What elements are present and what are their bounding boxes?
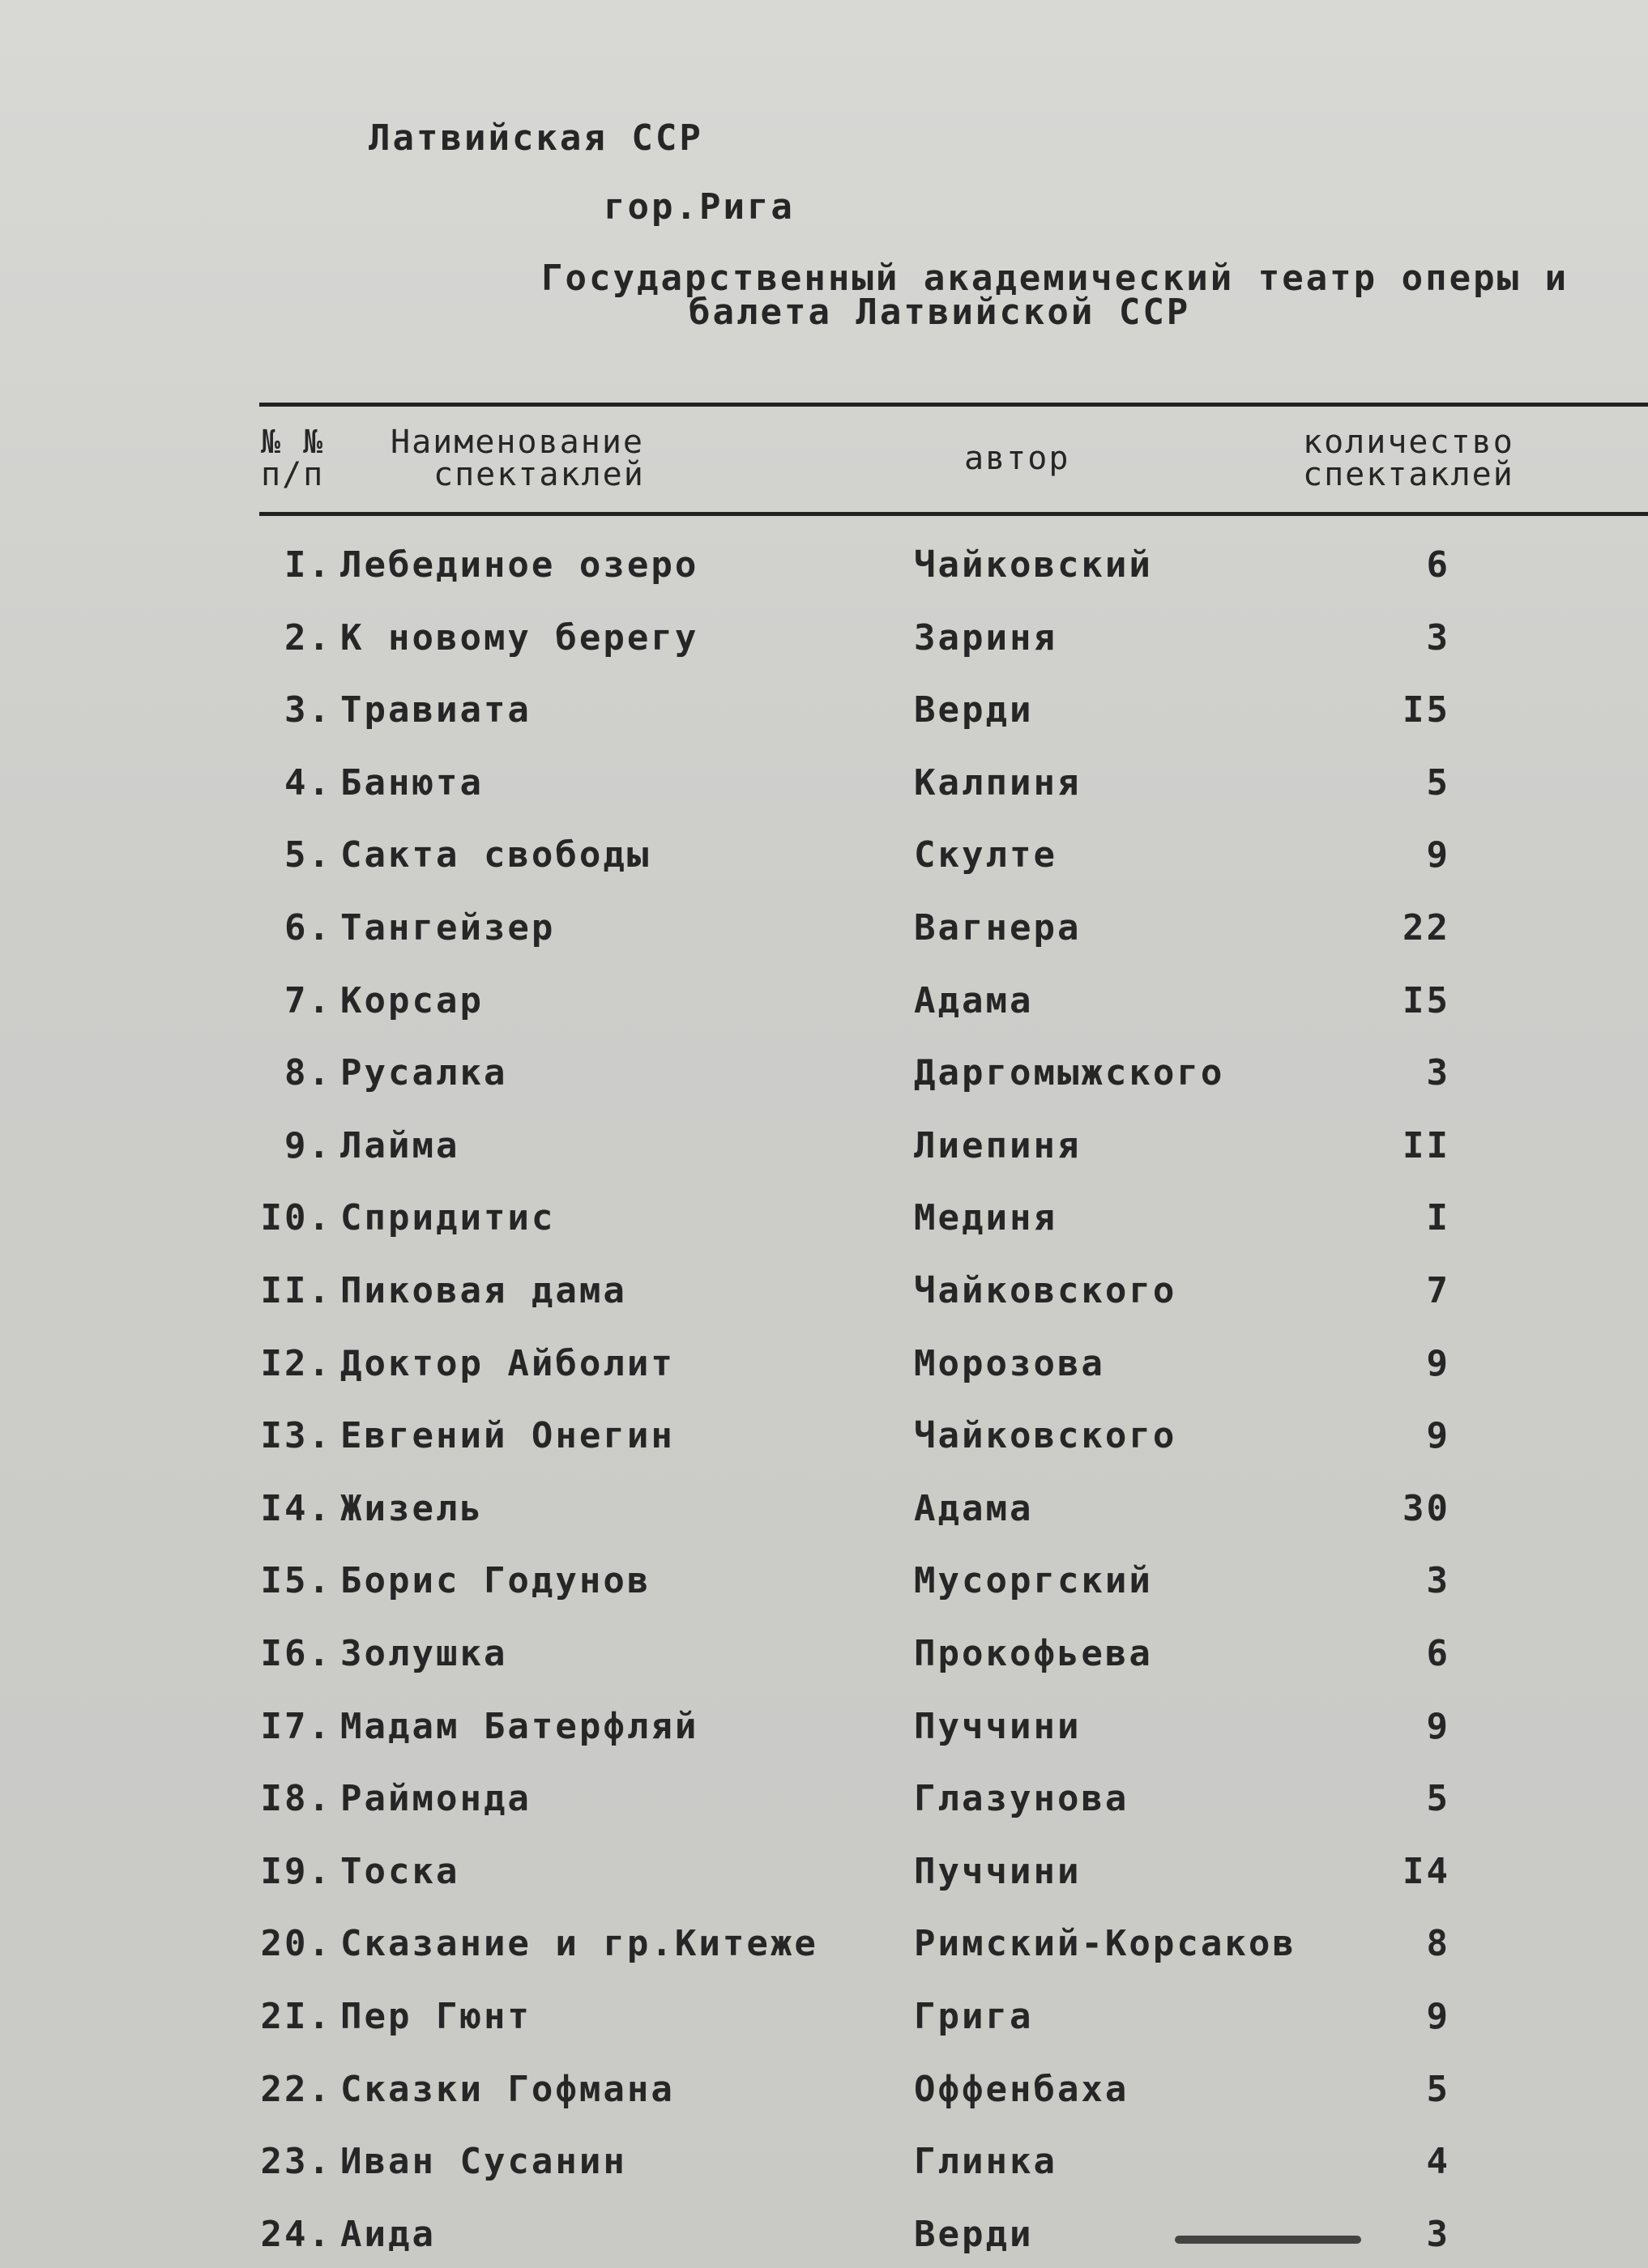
table-row xyxy=(0,762,1648,811)
table-row xyxy=(0,2214,1648,2262)
ink-smudge xyxy=(1175,2236,1361,2244)
performance-count: 3 xyxy=(1426,1560,1450,1601)
author-name: Прокофьева xyxy=(914,1633,1153,1674)
table-row xyxy=(0,1270,1648,1319)
row-number: 3. xyxy=(284,689,332,731)
author-name: Адама xyxy=(914,980,1034,1021)
row-number: 8. xyxy=(284,1052,332,1094)
table-row xyxy=(0,617,1648,666)
performance-title: Доктор Айболит xyxy=(340,1343,675,1384)
table-top-rule xyxy=(259,403,1648,407)
city-heading: гор.Рига xyxy=(604,186,795,228)
performance-title: Евгений Онегин xyxy=(340,1415,675,1456)
author-name: Скулте xyxy=(914,834,1057,876)
author-name: Оффенбаха xyxy=(914,2069,1129,2110)
performance-count: 3 xyxy=(1426,617,1450,659)
performance-count: 30 xyxy=(1403,1488,1450,1529)
performance-title: Травиата xyxy=(340,689,532,731)
row-number: 24. xyxy=(260,2214,332,2255)
table-row xyxy=(0,1633,1648,1682)
col-header-title-line2: спектаклей xyxy=(433,456,645,493)
author-name: Чайковский xyxy=(914,544,1153,586)
performance-title: Пер Гюнт xyxy=(340,1996,532,2037)
author-name: Зариня xyxy=(914,617,1057,659)
theatre-name-line1: Государственный академический театр оперы и xyxy=(541,258,1569,299)
col-header-count-line1: количество xyxy=(1303,424,1514,461)
author-name: Даргомыжского xyxy=(914,1052,1225,1094)
table-row xyxy=(0,2141,1648,2189)
row-number: I9. xyxy=(260,1851,332,1892)
row-number: I7. xyxy=(260,1706,332,1747)
row-number: I4. xyxy=(260,1488,332,1529)
table-row xyxy=(0,1923,1648,1972)
author-name: Верди xyxy=(914,689,1034,731)
performance-title: Спридитис xyxy=(340,1197,556,1238)
col-header-author: автор xyxy=(964,440,1070,477)
performance-count: 4 xyxy=(1426,2141,1450,2182)
performance-count: II xyxy=(1403,1125,1450,1166)
table-row xyxy=(0,689,1648,738)
performance-count: 3 xyxy=(1426,1052,1450,1094)
row-number: I2. xyxy=(260,1343,332,1384)
performance-count: 9 xyxy=(1426,834,1450,876)
performance-title: Банюта xyxy=(340,762,484,804)
table-row xyxy=(0,907,1648,956)
performance-title: Корсар xyxy=(340,980,484,1021)
row-number: II. xyxy=(260,1270,332,1311)
author-name: Пуччини xyxy=(914,1851,1082,1892)
author-name: Вагнера xyxy=(914,907,1082,949)
table-header-rule xyxy=(259,512,1648,516)
author-name: Мусоргский xyxy=(914,1560,1153,1601)
row-number: I5. xyxy=(260,1560,332,1601)
performance-count: 5 xyxy=(1426,2069,1450,2110)
author-name: Чайковского xyxy=(914,1415,1177,1456)
row-number: 22. xyxy=(260,2069,332,2110)
table-row xyxy=(0,834,1648,883)
table-row xyxy=(0,1996,1648,2044)
author-name: Римский-Корсаков xyxy=(914,1923,1296,1964)
row-number: I6. xyxy=(260,1633,332,1674)
row-number: 20. xyxy=(260,1923,332,1964)
performance-count: 6 xyxy=(1426,544,1450,586)
performance-title: Русалка xyxy=(340,1052,508,1094)
row-number: 9. xyxy=(284,1125,332,1166)
author-name: Морозова xyxy=(914,1343,1105,1384)
performance-title: Золушка xyxy=(340,1633,508,1674)
performance-count: I xyxy=(1426,1197,1450,1238)
col-header-num-line1: № № xyxy=(261,424,325,461)
table-row xyxy=(0,1343,1648,1392)
table-row xyxy=(0,1851,1648,1899)
author-name: Адама xyxy=(914,1488,1034,1529)
row-number: I0. xyxy=(260,1197,332,1238)
performance-count: 9 xyxy=(1426,1343,1450,1384)
performance-title: Мадам Батерфляй xyxy=(340,1706,699,1747)
performance-title: К новому берегу xyxy=(340,617,699,659)
performance-count: 5 xyxy=(1426,762,1450,804)
table-row xyxy=(0,1197,1648,1246)
row-number: I8. xyxy=(260,1778,332,1819)
performance-count: 9 xyxy=(1426,1415,1450,1456)
author-name: Пуччини xyxy=(914,1706,1082,1747)
performance-count: 3 xyxy=(1426,2214,1450,2255)
row-number: 2. xyxy=(284,617,332,659)
performance-title: Аида xyxy=(340,2214,436,2255)
performance-count: 9 xyxy=(1426,1706,1450,1747)
table-row xyxy=(0,1706,1648,1754)
row-number: 23. xyxy=(260,2141,332,2182)
table-row xyxy=(0,1488,1648,1537)
performance-count: 22 xyxy=(1403,907,1450,949)
table-row xyxy=(0,1560,1648,1609)
performance-title: Тоска xyxy=(340,1851,460,1892)
performance-title: Сказки Гофмана xyxy=(340,2069,675,2110)
col-header-title-line1: Наименование xyxy=(391,424,644,461)
table-row xyxy=(0,1125,1648,1174)
performance-count: I5 xyxy=(1403,689,1450,731)
performance-count: 6 xyxy=(1426,1633,1450,1674)
performance-count: I5 xyxy=(1403,980,1450,1021)
table-row xyxy=(0,1415,1648,1464)
author-name: Мединя xyxy=(914,1197,1057,1238)
table-row xyxy=(0,980,1648,1029)
row-number: 7. xyxy=(284,980,332,1021)
author-name: Лиепиня xyxy=(914,1125,1082,1166)
performance-title: Лайма xyxy=(340,1125,460,1166)
performance-title: Лебединое озеро xyxy=(340,544,699,586)
col-header-count-line2: спектаклей xyxy=(1303,456,1514,493)
author-name: Глазунова xyxy=(914,1778,1129,1819)
author-name: Чайковского xyxy=(914,1270,1177,1311)
performance-title: Сакта свободы xyxy=(340,834,651,876)
author-name: Верди xyxy=(914,2214,1034,2255)
performance-count: 9 xyxy=(1426,1996,1450,2037)
performance-count: 5 xyxy=(1426,1778,1450,1819)
row-number: 2I. xyxy=(260,1996,332,2037)
performance-title: Раймонда xyxy=(340,1778,532,1819)
republic-heading: Латвийская ССР xyxy=(369,117,703,159)
author-name: Грига xyxy=(914,1996,1034,2037)
theatre-name-line2: балета Латвийской ССР xyxy=(689,292,1191,333)
row-number: I. xyxy=(284,544,332,586)
table-row xyxy=(0,1778,1648,1827)
performance-title: Сказание и гр.Китеже xyxy=(340,1923,818,1964)
performance-title: Пиковая дама xyxy=(340,1270,627,1311)
author-name: Калпиня xyxy=(914,762,1082,804)
row-number: 5. xyxy=(284,834,332,876)
row-number: I3. xyxy=(260,1415,332,1456)
author-name: Глинка xyxy=(914,2141,1057,2182)
performance-count: I4 xyxy=(1403,1851,1450,1892)
table-row xyxy=(0,1052,1648,1101)
col-header-num-line2: п/п xyxy=(261,456,325,493)
performance-count: 8 xyxy=(1426,1923,1450,1964)
performance-count: 7 xyxy=(1426,1270,1450,1311)
performance-title: Тангейзер xyxy=(340,907,556,949)
performance-title: Борис Годунов xyxy=(340,1560,651,1601)
row-number: 6. xyxy=(284,907,332,949)
row-number: 4. xyxy=(284,762,332,804)
table-row xyxy=(0,544,1648,593)
table-row xyxy=(0,2069,1648,2117)
performance-title: Иван Сусанин xyxy=(340,2141,627,2182)
performance-title: Жизель xyxy=(340,1488,484,1529)
